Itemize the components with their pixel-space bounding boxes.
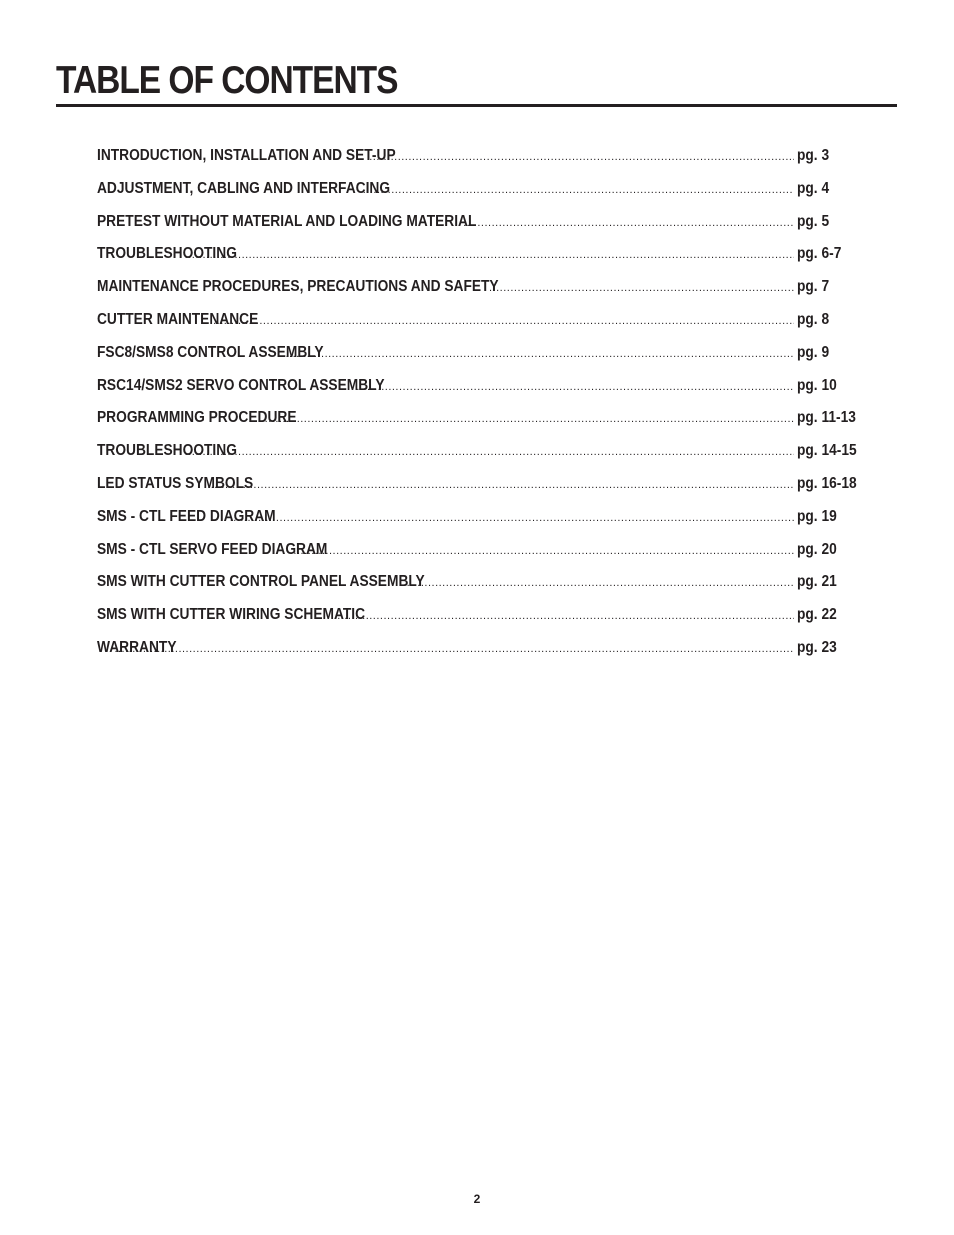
toc-entry-title: PRETEST WITHOUT MATERIAL AND LOADING MATERIAL (97, 212, 477, 230)
toc-entry-page: pg. 14-15 (797, 442, 857, 460)
table-of-contents (97, 143, 867, 668)
toc-dot-leader (210, 308, 794, 334)
toc-entry[interactable] (97, 307, 867, 340)
title-rule (56, 104, 897, 107)
page-number: 2 (473, 1192, 481, 1206)
toc-entry-page: pg. 4 (797, 179, 830, 197)
toc-entry-title: WARRANTY (97, 638, 177, 656)
toc-entry-title: MAINTENANCE PROCEDURES, PRECAUTIONS AND SAFETY (97, 278, 499, 296)
toc-entry-title: SMS - CTL SERVO FEED DIAGRAM (97, 540, 328, 558)
toc-entry[interactable] (97, 635, 867, 668)
toc-entry[interactable] (97, 373, 867, 406)
toc-entry-page: pg. 8 (797, 310, 830, 328)
toc-entry[interactable] (97, 602, 867, 635)
toc-dot-leader (114, 636, 794, 662)
toc-entry-page: pg. 22 (797, 606, 837, 624)
toc-entry[interactable] (97, 241, 867, 274)
toc-entry-page: pg. 11-13 (797, 409, 856, 427)
toc-entry-title: SMS - CTL FEED DIAGRAM (97, 507, 276, 525)
toc-entry-title: TROUBLESHOOTING (97, 442, 237, 460)
toc-dot-leader (230, 505, 794, 531)
toc-entry-page: pg. 6-7 (797, 245, 842, 263)
toc-entry-page: pg. 23 (797, 638, 837, 656)
toc-entry-title: PROGRAMMING PROCEDURE (97, 409, 297, 427)
toc-entry-page: pg. 16-18 (797, 474, 857, 492)
toc-dot-leader (334, 603, 794, 629)
toc-dot-leader (254, 406, 794, 432)
toc-entry[interactable] (97, 504, 867, 537)
toc-entry-page: pg. 21 (797, 573, 837, 591)
toc-entry-title: ADJUSTMENT, CABLING AND INTERFACING (97, 179, 391, 197)
toc-entry-title: FSC8/SMS8 CONTROL ASSEMBLY (97, 343, 324, 361)
toc-dot-leader (489, 275, 794, 301)
toc-entry-title: LED STATUS SYMBOLS (97, 474, 254, 492)
toc-entry-page: pg. 9 (797, 343, 830, 361)
toc-dot-leader (403, 570, 794, 596)
toc-dot-leader (369, 144, 794, 170)
toc-entry[interactable] (97, 143, 867, 176)
toc-entry[interactable] (97, 340, 867, 373)
toc-entry[interactable] (97, 209, 867, 242)
toc-entry-page: pg. 5 (797, 212, 830, 230)
toc-dot-leader (185, 439, 794, 465)
toc-dot-leader (356, 374, 794, 400)
toc-entry-page: pg. 3 (797, 147, 830, 164)
toc-entry-page: pg. 7 (797, 278, 830, 296)
toc-dot-leader (204, 472, 794, 498)
toc-entry-title: TROUBLESHOOTING (97, 245, 237, 263)
toc-entry[interactable] (97, 569, 867, 602)
toc-dot-leader (363, 177, 794, 203)
toc-entry[interactable] (97, 274, 867, 307)
toc-dot-leader (463, 210, 794, 236)
toc-entry-title: RSC14/SMS2 SERVO CONTROL ASSEMBLY (97, 376, 385, 394)
toc-entry-page: pg. 10 (797, 376, 837, 394)
toc-entry-title: INTRODUCTION, INSTALLATION AND SET-UP (97, 147, 396, 164)
page-title: TABLE OF CONTENTS (56, 59, 398, 102)
toc-entry[interactable] (97, 438, 867, 471)
toc-entry-page: pg. 19 (797, 507, 837, 525)
toc-dot-leader (285, 341, 794, 367)
toc-entry-page: pg. 20 (797, 540, 837, 558)
toc-entry-title: SMS WITH CUTTER WIRING SCHEMATIC (97, 606, 366, 624)
toc-entry[interactable] (97, 471, 867, 504)
toc-entry[interactable] (97, 537, 867, 570)
toc-entry[interactable] (97, 176, 867, 209)
toc-dot-leader (185, 242, 794, 268)
toc-entry-title: SMS WITH CUTTER CONTROL PANEL ASSEMBLY (97, 573, 425, 591)
toc-entry-title: CUTTER MAINTENANCE (97, 310, 259, 328)
toc-entry[interactable] (97, 405, 867, 438)
toc-dot-leader (290, 538, 794, 564)
